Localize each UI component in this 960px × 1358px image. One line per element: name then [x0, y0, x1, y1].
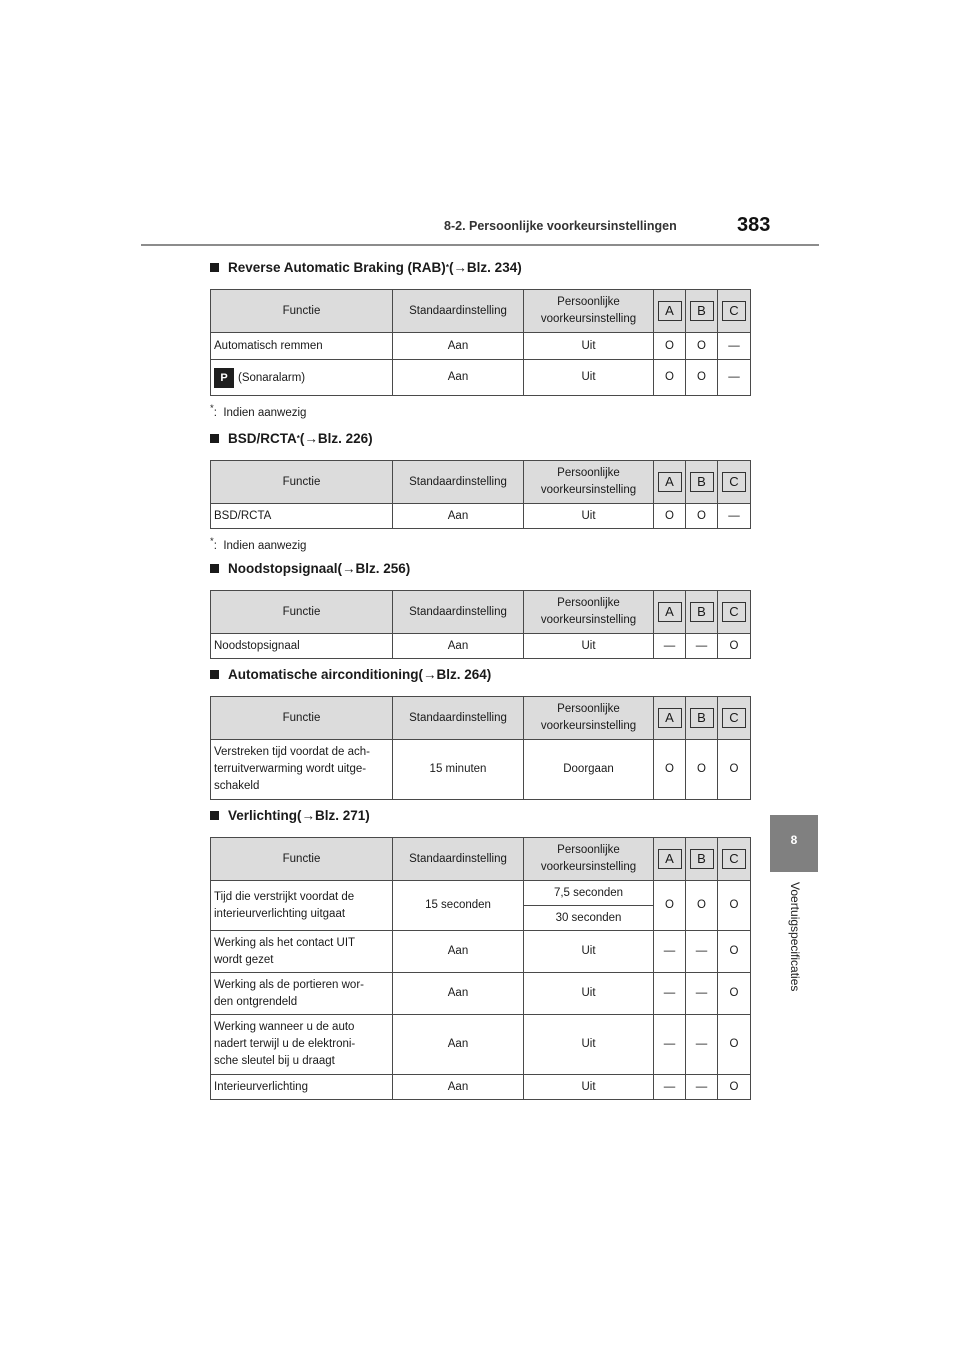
col-c: C [722, 301, 746, 321]
bullet-square-icon [210, 670, 219, 679]
section-title [210, 255, 750, 279]
section-rab [210, 255, 750, 419]
page-number: 383 [737, 214, 771, 236]
section-title-text: Reverse Automatic Braking (RAB) [228, 259, 446, 275]
settings-table: Functie Standaardinstelling Persoonlijke voorkeursinstelling A B C BSD/RCTA Aan Uit O O — [210, 460, 751, 529]
bullet-square-icon [210, 263, 219, 272]
table-row: Verstreken tijd voordat de ach- terruitverwarming wordt uitge- schakeld 15 minuten Doorgaan O O O [211, 740, 751, 800]
table-row: Werking als het contact UIT wordt gezet Aan Uit — — O [211, 931, 751, 973]
section-title: Automatische airconditioning (→Blz. 264) [210, 662, 750, 686]
footnote-mark: * [445, 262, 449, 272]
settings-table: Functie Standaardinstelling Persoonlijke voorkeursinstelling A B C Tijd die verstrijkt voordat de interieurverlichting uitgaat 15 seconden 7,5 seconden O O O 30 seconden Werking als het contact UIT wordt gezet Aan Uit — — O Werking als de portieren wor- den ontgrendeld Aan Uit — — O Werking wanneer u de auto nadert terwijl u de elektroni- sche sleutel bij u draagt Aan Uit — — O Interieurverlichting Aan Uit — — O [210, 837, 751, 1100]
col-standaard: Standaardinstelling [393, 290, 524, 333]
bullet-square-icon [210, 811, 219, 820]
table-row: P (Sonaralarm) Aan Uit O O — [211, 360, 751, 396]
settings-table: Functie Standaardinstelling Persoonlijke voorkeursinstelling A B C Noodstopsignaal Aan Uit — — O [210, 590, 751, 659]
col-functie: Functie [211, 290, 393, 333]
footnote: *: Indien aanwezig [210, 536, 307, 552]
table-row: Werking wanneer u de auto nadert terwijl u de elektroni- sche sleutel bij u draagt Aan Uit — — O [211, 1015, 751, 1075]
col-b: B [690, 301, 714, 321]
col-persoonlijk: Persoonlijke voorkeursinstelling [524, 290, 654, 333]
table-row: Noodstopsignaal Aan Uit — — O [211, 634, 751, 659]
section-header-title: 8-2. Persoonlijke voorkeursinstellingen [444, 219, 677, 233]
section-airconditioning [210, 662, 750, 800]
page-reference: (→Blz. 234) [448, 259, 522, 275]
settings-table [210, 289, 751, 396]
table-row: Interieurverlichting Aan Uit — — O [211, 1075, 751, 1100]
bullet-square-icon [210, 564, 219, 573]
settings-table: Functie Standaardinstelling Persoonlijke voorkeursinstelling A B C Verstreken tijd voordat de ach- terruitverwarming wordt uitge- schakeld 15 minuten Doorgaan O O O [210, 696, 751, 800]
table-row: 30 seconden [211, 906, 751, 931]
section-bsd-rcta [210, 426, 750, 552]
table-row: Automatisch remmen Aan Uit O O — [211, 333, 751, 360]
section-noodstopsignaal [210, 556, 750, 659]
header-divider [141, 244, 819, 246]
section-title: BSD/RCTA * (→Blz. 226) [210, 426, 750, 450]
section-title: Noodstopsignaal (→Blz. 256) [210, 556, 750, 580]
section-verlichting [210, 803, 750, 1100]
table-row: Werking als de portieren wor- den ontgrendeld Aan Uit — — O [211, 973, 751, 1015]
chapter-label: Voertuigspecificaties [788, 882, 802, 992]
section-title: Verlichting (→Blz. 271) [210, 803, 750, 827]
chapter-number: 8 [790, 833, 798, 847]
bullet-square-icon [210, 434, 219, 443]
col-a: A [658, 301, 682, 321]
table-row: BSD/RCTA Aan Uit O O — [211, 504, 751, 529]
sonar-alarm-icon: P [214, 368, 234, 388]
table-row: Tijd die verstrijkt voordat de interieurverlichting uitgaat 15 seconden 7,5 seconden O O O [211, 881, 751, 906]
footnote: *: Indien aanwezig [210, 403, 307, 419]
